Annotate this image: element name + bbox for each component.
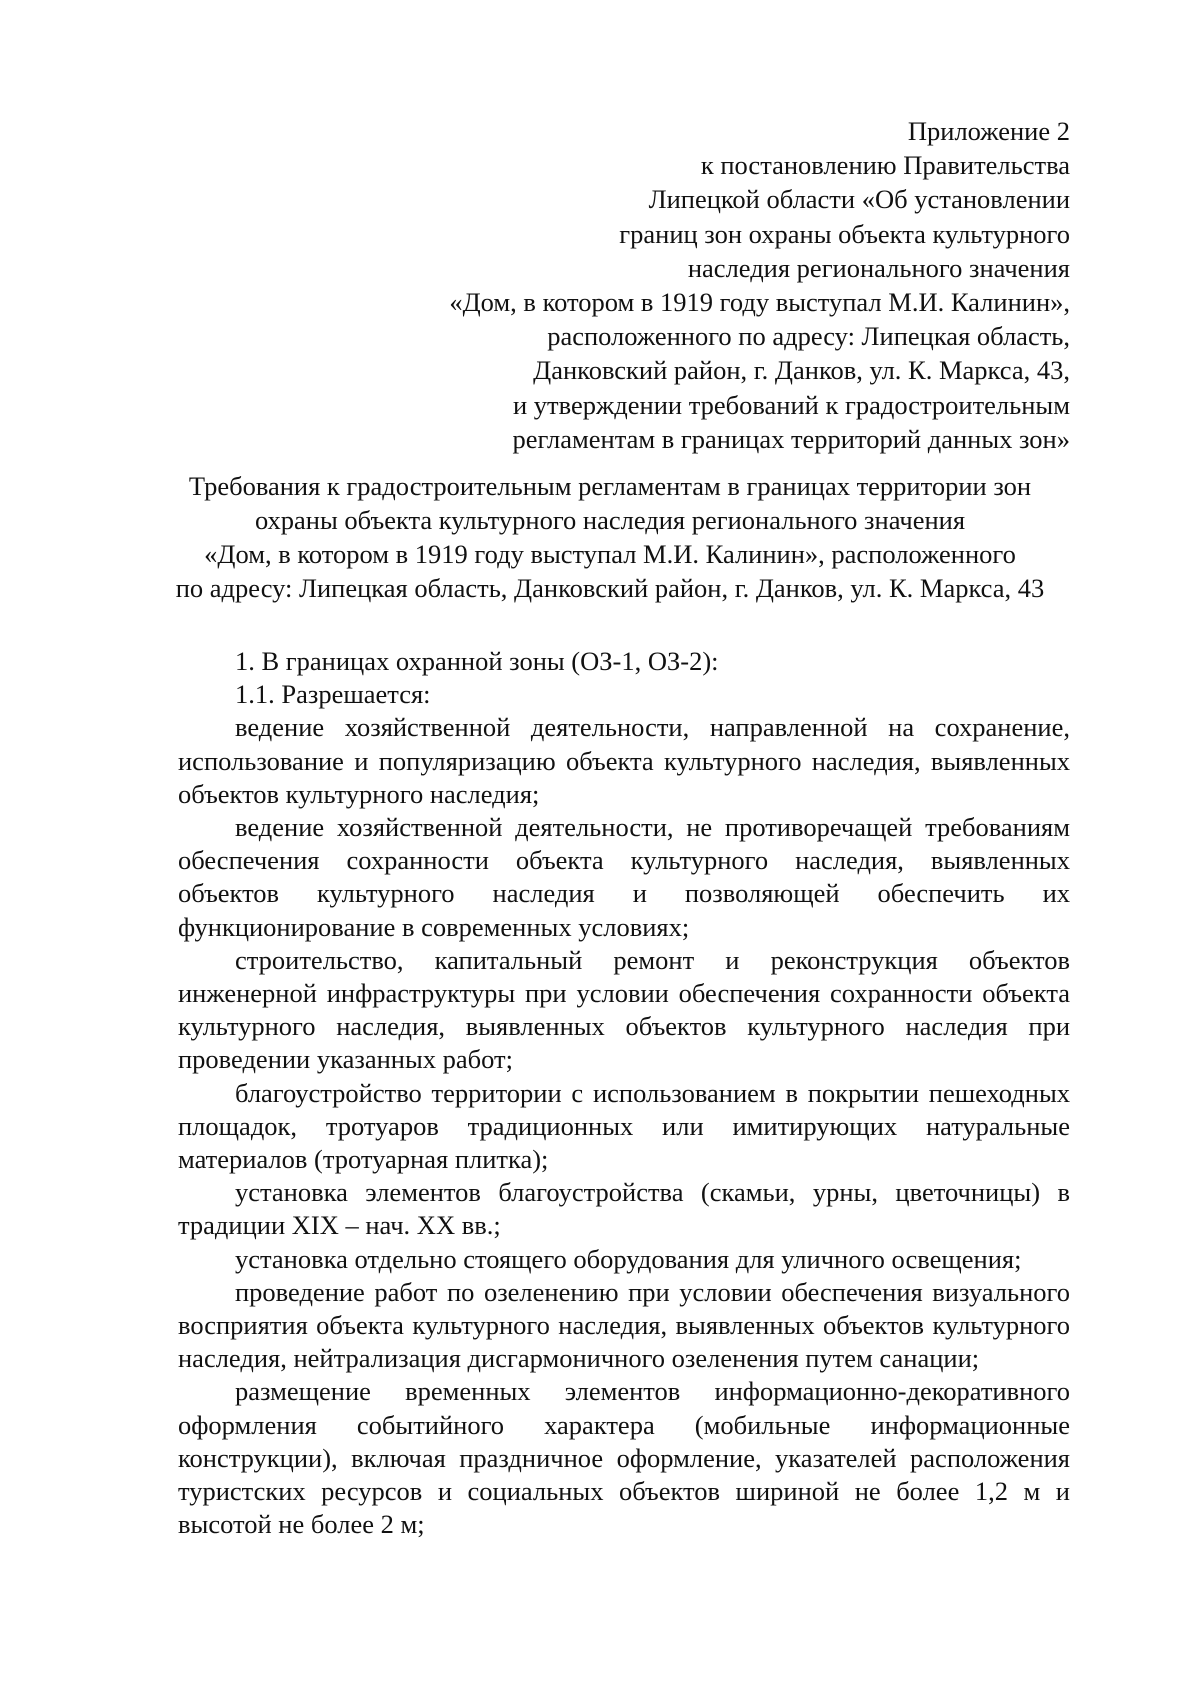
permitted-item: ведение хозяйственной деятельности, не противоречащей требованиям обеспечения сохранности объекта культурного наследия, выявленных объектов культурного наследия и позволяющей обеспечить их функционирование в современных условиях;: [178, 812, 1070, 942]
permitted-item: ведение хозяйственной деятельности, направленной на сохранение, использование и популяризацию объекта культурного наследия, выявленных объектов культурного наследия;: [178, 712, 1070, 809]
appendix-line: «Дом, в котором в 1919 году выступал М.И. Калинин»,: [449, 287, 1070, 318]
appendix-line: регламентам в границах территорий данных зон»: [512, 423, 1070, 454]
appendix-line: и утверждении требований к градостроительным: [512, 389, 1070, 420]
title-line: охраны объекта культурного наследия регионального значения: [254, 505, 966, 535]
appendix-line: Приложение 2: [907, 116, 1070, 146]
title-line: «Дом, в котором в 1919 году выступал М.И. Калинин», расположенного: [204, 539, 1016, 569]
permitted-item: установка элементов благоустройства (скамьи, урны, цветочницы) в традиции XIX – нач. XX вв.;: [178, 1177, 1070, 1241]
permitted-item: благоустройство территории с использованием в покрытии пешеходных площадок, тротуаров традиционных или имитирующих натуральные материалов (тротуарная плитка);: [178, 1077, 1070, 1175]
subsection-heading: 1.1. Разрешается:: [235, 679, 431, 710]
appendix-line: Липецкой области «Об установлении: [648, 184, 1070, 215]
permitted-item: строительство, капитальный ремонт и реконструкция объектов инженерной инфраструктуры при условии обеспечения сохранности объекта культурного наследия, выявленных объектов культурного наследия при проведении указанных работ;: [178, 944, 1070, 1075]
appendix-line: наследия регионального значения: [687, 252, 1070, 283]
permitted-item: установка отдельно стоящего оборудования для уличного освещения;: [235, 1243, 1022, 1274]
appendix-line: к постановлению Правительства: [700, 150, 1070, 181]
section-heading: 1. В границах охранной зоны (ОЗ-1, ОЗ-2):: [235, 646, 719, 676]
appendix-header: [310, 114, 1070, 456]
appendix-line: границ зон охраны объекта культурного: [619, 218, 1070, 249]
permitted-item: проведение работ по озеленению при условии обеспечения визуального восприятия объекта культурного наследия, выявленных объектов культурного наследия, нейтрализация дисгармоничного озеленения путем санации;: [178, 1276, 1070, 1374]
document-title: [150, 469, 1070, 605]
permitted-item: размещение временных элементов информационно-декоративного оформления событийного характера (мобильные информационные конструкции), включая праздничное оформление, указателей расположения туристских ресурсов и социальных объектов шириной не более 1,2 м и высотой не более 2 м;: [178, 1376, 1070, 1540]
appendix-line: Данковский район, г. Данков, ул. К. Маркса, 43,: [533, 355, 1070, 386]
title-line: Требования к градостроительным регламентам в границах территории зон: [188, 471, 1032, 501]
appendix-line: расположенного по адресу: Липецкая область,: [547, 321, 1070, 352]
document-body: [178, 645, 1070, 1541]
title-line: по адресу: Липецкая область, Данковский район, г. Данков, ул. К. Маркса, 43: [175, 573, 1045, 603]
